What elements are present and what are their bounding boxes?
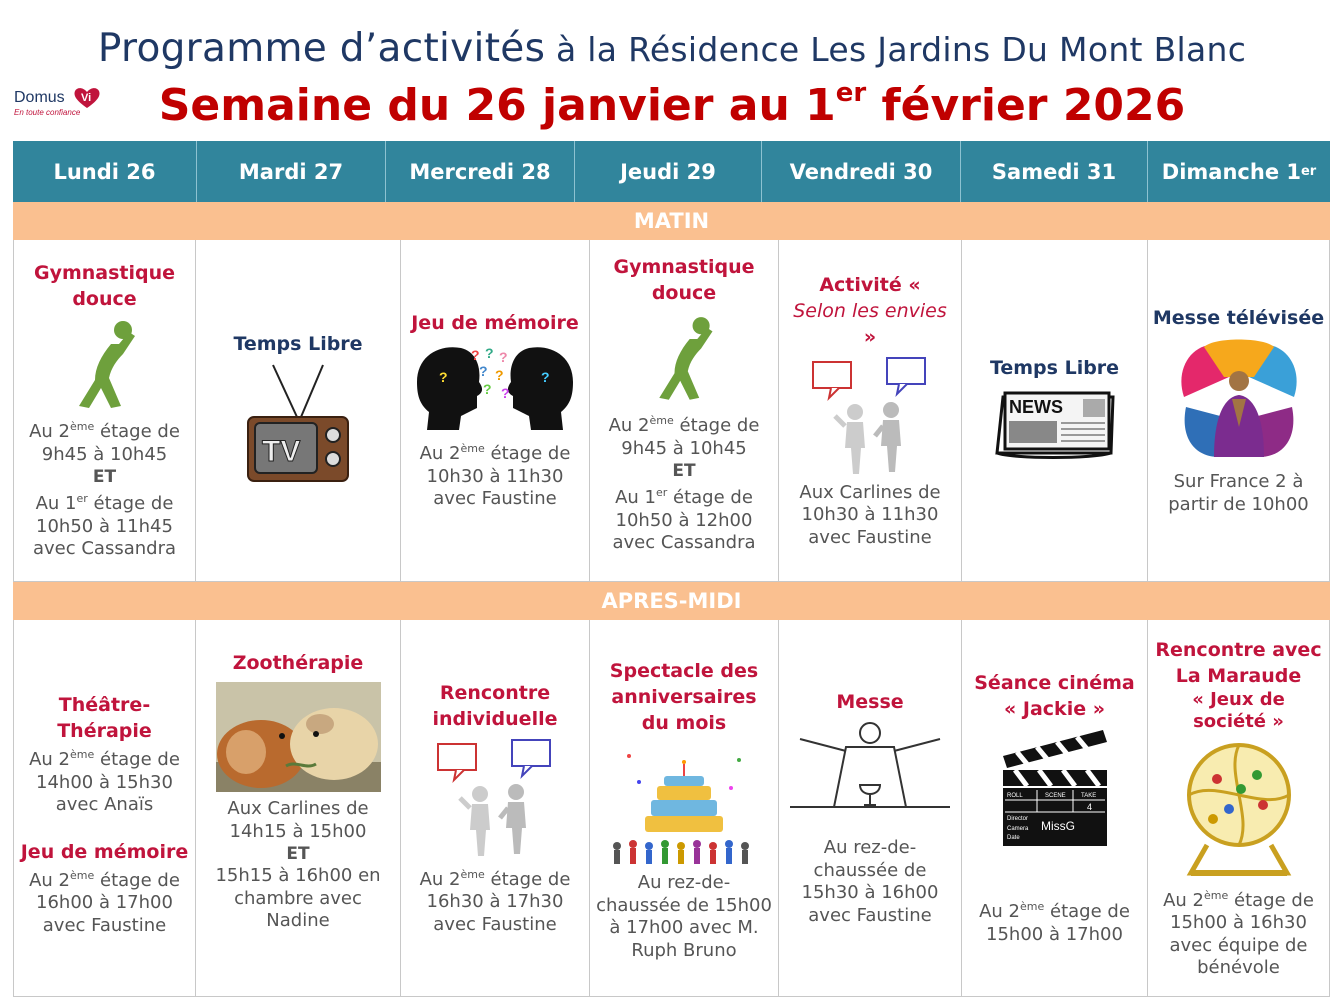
guinea-pigs-icon [216, 682, 381, 792]
svg-text:?: ? [439, 369, 448, 386]
activity-title: Temps Libre [989, 356, 1120, 379]
activity-title-3: « Jeux de [1192, 688, 1285, 710]
day-header-sunday: Dimanche 1 er [1161, 159, 1317, 184]
clapperboard-icon [999, 728, 1111, 850]
afternoon-tuesday [196, 620, 401, 997]
activity-details: Au rez-de- chaussée de 15h30 à 16h00 avec Faustine [801, 837, 939, 926]
day-header-tuesday: Mardi 27 [238, 159, 344, 184]
title-main: Programme d’activités [97, 26, 546, 71]
activity-title-2: La Maraude [1175, 664, 1302, 687]
activity-title-memory: Jeu de mémoire [20, 840, 189, 863]
page-title [0, 26, 1344, 71]
heart-logo-icon [72, 86, 102, 110]
activity-details: Au 2ème étage de 9h45 à 10h45 ET Au 1er étage de 10h50 à 12h00 avec Cassandra [608, 414, 760, 553]
svg-text:?: ? [541, 369, 550, 386]
bingo-cage-icon [1177, 739, 1301, 879]
week-title [0, 78, 1344, 131]
afternoon-saturday [962, 620, 1148, 997]
morning-thursday [590, 240, 779, 582]
svg-text:Camera: Camera [1006, 826, 1028, 832]
activity-title: Jeu de mémoire [411, 312, 579, 335]
tv-icon [243, 363, 353, 485]
activity-details: Au 2ème étage de 15h00 à 17h00 [979, 900, 1130, 945]
conversation-icon [430, 738, 560, 858]
svg-text:MissG: MissG [1040, 819, 1075, 833]
activity-details: Au 2ème étage de 16h30 à 17h30 avec Faustine [419, 867, 571, 935]
memory-game-icon [409, 342, 581, 432]
activity-details: Aux Carlines de 14h15 à 15h00 ET 15h15 à 16h00 en chambre avec Nadine [215, 798, 381, 931]
mass-priest-icon [786, 721, 954, 831]
svg-text:Date: Date [1006, 835, 1020, 841]
svg-text:?: ? [485, 345, 494, 362]
activity-details: Aux Carlines de 10h30 à 11h30 avec Faustine [799, 481, 941, 548]
afternoon-sunday [1148, 620, 1330, 997]
logo-word: Domus [14, 89, 65, 106]
band-afternoon: APRES-MIDI [13, 582, 1330, 620]
day-header-wednesday: Mercredi 28 [409, 159, 551, 184]
day-header-saturday: Samedi 31 [991, 159, 1117, 184]
activity-title: Activité « Selon les envies » [793, 273, 947, 348]
svg-text:SCENE: SCENE [1044, 793, 1066, 799]
week-prefix: Semaine du 26 janvier au 1 [158, 80, 836, 131]
conversation-icon [805, 356, 935, 476]
activity-details: Au rez-de- chaussée de 15h00 à 17h00 avec M. Ruph Bruno [596, 872, 772, 961]
newspaper-icon [993, 387, 1117, 461]
morning-wednesday [401, 240, 590, 582]
activity-details: Sur France 2 à partir de 10h00 [1168, 471, 1309, 515]
svg-text:?: ? [479, 363, 488, 380]
activity-title: Séance cinéma [974, 672, 1135, 694]
afternoon-thursday [590, 620, 779, 997]
morning-saturday [962, 240, 1148, 582]
svg-text:?: ? [471, 347, 480, 364]
prayer-icon [1174, 337, 1304, 465]
activity-details: Au 2ème étage de 10h30 à 11h30 avec Faustine [419, 442, 571, 510]
morning-sunday [1148, 240, 1330, 582]
morning-friday [779, 240, 962, 582]
activity-title: Gymnastique douce [613, 256, 755, 304]
day-header-friday: Vendredi 30 [789, 159, 933, 184]
band-morning: MATIN [13, 202, 1330, 240]
activity-details-theatre: Au 2ème étage de 14h00 à 15h30 avec Anaïs [29, 748, 180, 815]
morning-monday [13, 240, 196, 582]
svg-text:Vi: Vi [81, 92, 92, 104]
activity-details: Au 2ème étage de 15h00 à 16h30 avec équipe de bénévole [1163, 888, 1314, 978]
afternoon-wednesday [401, 620, 590, 997]
activity-details: Au 2ème étage de 9h45 à 10h45 ET Au 1er étage de 10h50 à 11h45 avec Cassandra [29, 420, 180, 560]
svg-text:TAKE: TAKE [1080, 793, 1096, 799]
title-rest: à la Résidence Les Jardins Du Mont Blanc [545, 30, 1247, 69]
svg-text:?: ? [483, 381, 492, 398]
afternoon-monday [13, 620, 196, 997]
activity-title-1: Rencontre avec [1155, 638, 1322, 661]
activity-title: Messe télévisée [1152, 307, 1325, 329]
activity-title-4: société » [1193, 710, 1284, 732]
days-header [13, 141, 1330, 202]
week-sup: er [835, 78, 867, 108]
svg-text:ROLL: ROLL [1006, 793, 1023, 799]
svg-text:Director: Director [1006, 816, 1028, 822]
week-suffix: février 2026 [866, 80, 1186, 131]
activity-title: Rencontre individuelle [432, 681, 558, 730]
svg-text:TV: TV [262, 434, 301, 468]
day-header-monday: Lundi 26 [53, 159, 156, 184]
afternoon-friday [779, 620, 962, 997]
activity-title: Temps Libre [233, 332, 363, 355]
activity-details-memory: Au 2ème étage de 16h00 à 17h00 avec Faustine [29, 868, 180, 936]
activity-title: Zoothérapie [232, 652, 364, 674]
activity-title: Gymnastique douce [33, 262, 176, 311]
logo-tagline: En toute confiance [14, 108, 81, 117]
svg-text:4: 4 [1086, 802, 1092, 812]
schedule-table [13, 141, 1330, 997]
svg-text:NEWS: NEWS [1008, 396, 1063, 417]
svg-text:?: ? [499, 349, 508, 366]
gymnastics-icon [646, 312, 722, 404]
activity-subtitle: « Jackie » [1004, 698, 1105, 720]
activity-title: Messe [836, 691, 904, 713]
activity-title-theatre: Théâtre-Thérapie [57, 694, 152, 742]
svg-text:?: ? [501, 385, 510, 402]
svg-text:?: ? [495, 367, 504, 384]
domusvi-logo [14, 86, 114, 120]
activity-title: Spectacle des anniversaires du mois [609, 660, 759, 734]
gymnastics-icon [65, 318, 145, 410]
morning-tuesday [196, 240, 401, 582]
day-header-thursday: Jeudi 29 [620, 159, 716, 184]
birthday-cake-icon [609, 742, 759, 866]
